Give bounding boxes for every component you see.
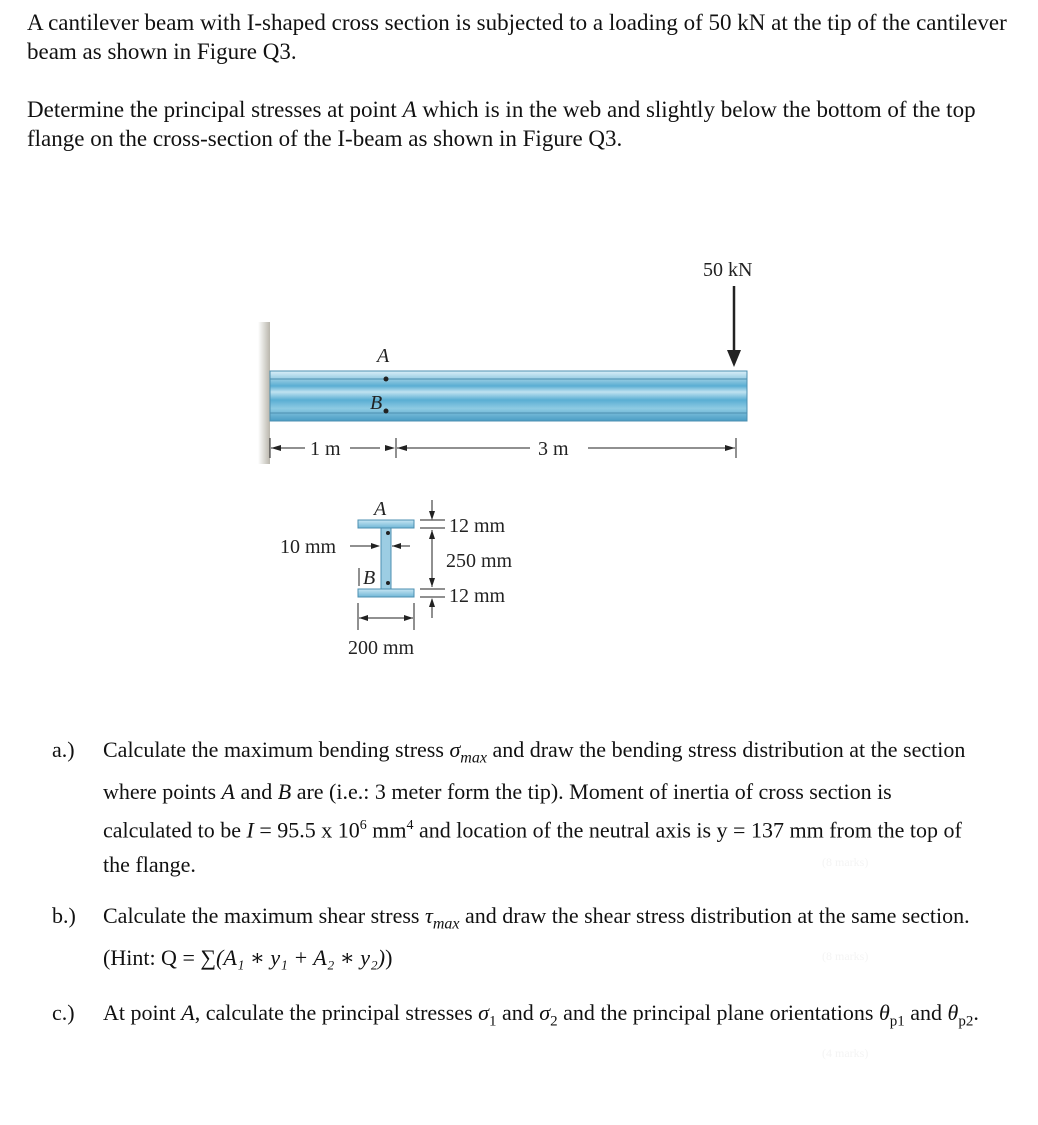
section-point-a-dot <box>386 531 390 535</box>
qa-text-2: and draw the bending stress distribution at the section where points <box>103 737 966 805</box>
qa-exp-6: 6 <box>359 818 367 834</box>
flange-width-label: 200 mm <box>348 637 415 659</box>
dimension-1m: 1 m <box>310 438 341 460</box>
qa-point-a: A <box>221 779 235 805</box>
qa-sigma-sub: max <box>460 749 487 767</box>
load-arrow-head <box>727 350 741 367</box>
intro-paragraph-2 <box>27 95 1017 153</box>
qa-mm: mm <box>366 817 407 843</box>
qc-sigma2-sub: 2 <box>550 1013 558 1030</box>
qa-text-1: Calculate the maximum bending stress <box>103 737 450 762</box>
question-b <box>52 899 970 971</box>
qb-text-2: and draw the shear stress distribution at the same section. (Hint: Q = <box>103 903 970 971</box>
cantilever-beam <box>270 371 747 421</box>
qa-text-3: are (i.e.: 3 meter form the tip). Moment of inertia of cross section is calculated to be <box>103 779 892 843</box>
question-c-label: c.) <box>52 1000 75 1025</box>
qc-and-1: and <box>496 1000 540 1025</box>
qc-point-a: A <box>181 1000 195 1025</box>
qa-inertia-value: = 95.5 x 10 <box>253 817 360 843</box>
qb-hint-formula: ∑(A₁ ∗ y₁ + A₂ ∗ y₂) <box>200 945 386 971</box>
question-c-marks: (4 marks) <box>822 1046 869 1060</box>
qa-sigma: σ <box>449 737 461 762</box>
qa-inertia-symbol: I <box>246 817 254 843</box>
qc-sigma1: σ <box>478 1000 489 1025</box>
qa-exp-4: 4 <box>406 818 414 834</box>
qa-text-4: and location of the neutral axis is y = 137 mm from the top of the flange. <box>103 817 962 877</box>
qc-text-3: and the principal plane orientations <box>557 1000 879 1025</box>
intro-p2-start: Determine the principal stresses at point <box>27 97 403 122</box>
question-a <box>52 733 966 877</box>
qc-period: . <box>973 1000 979 1025</box>
wall-support <box>258 322 270 464</box>
qc-and-2: and <box>904 1000 948 1025</box>
dimension-3m: 3 m <box>538 438 569 460</box>
qc-theta1: θ <box>878 1000 890 1025</box>
qc-theta2-sub: p2 <box>958 1013 974 1030</box>
qb-tau-sub: max <box>432 915 460 933</box>
question-b-marks: (8 marks) <box>822 949 869 963</box>
qc-theta2: θ <box>947 1000 959 1025</box>
intro-paragraph-1: A cantilever beam with I-shaped cross section is subjected to a loading of 50 kN at the tip of the cantilever beam as shown in Figure Q3. <box>27 10 1007 64</box>
total-depth-label: 250 mm <box>446 550 513 572</box>
qc-text-2: , calculate the principal stresses <box>194 1000 479 1025</box>
top-flange <box>358 520 414 528</box>
flange-top-thickness-label: 12 mm <box>449 515 506 537</box>
beam-point-a-dot <box>384 377 389 382</box>
qa-and: and <box>234 779 278 805</box>
beam-point-b-dot <box>384 409 389 414</box>
question-a-label: a.) <box>52 737 75 762</box>
beam-point-b-label: B <box>370 392 383 414</box>
question-b-label: b.) <box>52 903 76 928</box>
section-point-b-label: B <box>363 567 376 589</box>
qb-tau: τ <box>424 903 433 928</box>
web-thickness-label: 10 mm <box>280 536 337 558</box>
figure-q3 <box>0 240 1038 670</box>
intro-p2-point: A <box>402 97 417 122</box>
qa-point-b: B <box>277 779 292 805</box>
section-point-b-dot <box>386 581 390 585</box>
qc-sigma1-sub: 1 <box>489 1013 497 1030</box>
question-a-marks: (8 marks) <box>822 855 869 869</box>
question-c-text <box>103 996 983 1038</box>
qc-sigma2: σ <box>539 1000 551 1025</box>
qb-text-1: Calculate the maximum shear stress <box>103 903 425 928</box>
section-point-a-label: A <box>374 498 387 520</box>
depth-dimensions <box>420 500 445 618</box>
question-c <box>52 996 979 1066</box>
load-label: 50 kN <box>703 259 753 281</box>
qb-close: ) <box>385 945 393 971</box>
beam-point-a-label: A <box>377 345 390 367</box>
intro-p2-end: which is in the web and slightly below the bottom of the top flange on the cross-section of the I-beam as shown in Figure Q3. <box>27 97 976 151</box>
qc-theta1-sub: p1 <box>889 1013 905 1030</box>
web <box>381 528 391 589</box>
bottom-flange <box>358 589 414 597</box>
flange-bottom-thickness-label: 12 mm <box>449 585 506 607</box>
qc-text-1: At point <box>103 1000 182 1025</box>
